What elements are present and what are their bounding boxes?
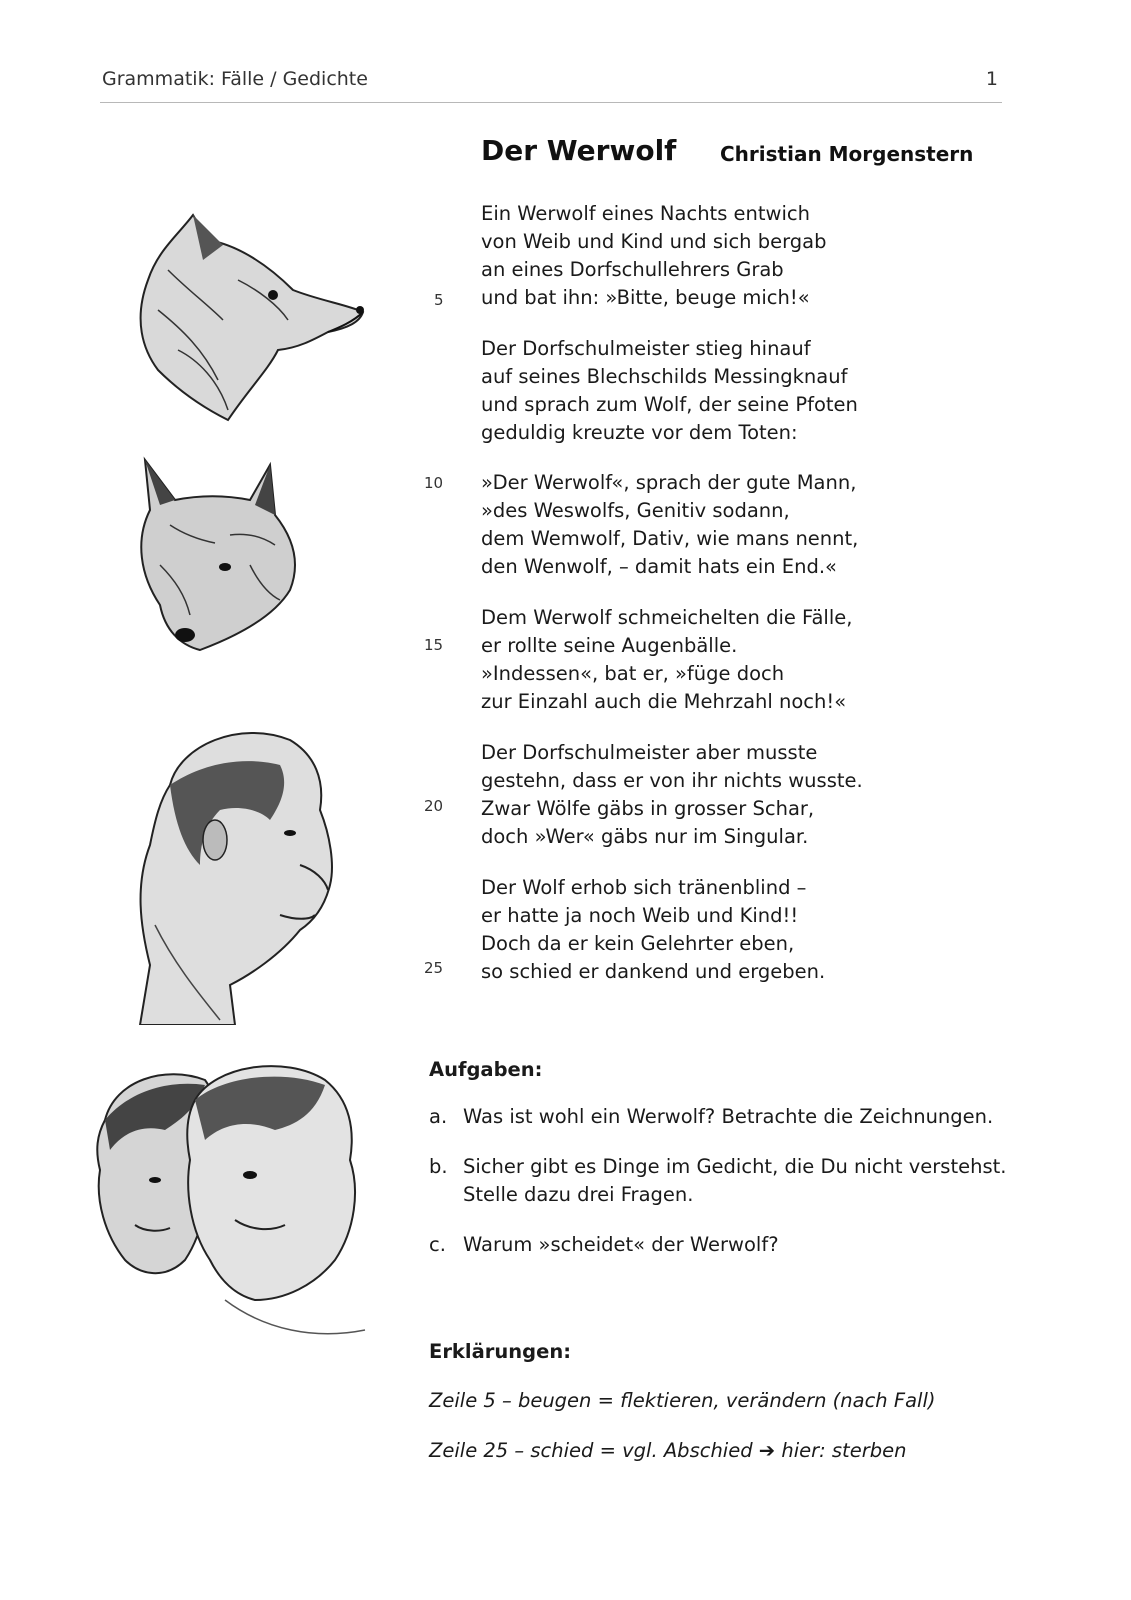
poem-line: von Weib und Kind und sich bergab — [481, 230, 827, 253]
task-letter: b. — [429, 1155, 448, 1178]
task-text: Warum »scheidet« der Werwolf? — [463, 1233, 779, 1256]
explanation-line: Zeile 5 – beugen = flektieren, verändern (nach Fall) — [429, 1389, 936, 1412]
poem-line: Doch da er kein Gelehrter eben, — [481, 932, 795, 955]
poem-line: auf seines Blechschilds Messingknauf — [481, 365, 848, 388]
poem-line: Der Dorfschulmeister aber musste — [481, 741, 818, 764]
stanza — [481, 469, 858, 581]
line-number: 20 — [424, 797, 444, 815]
poem-line: Dem Werwolf schmeichelten die Fälle, — [481, 606, 853, 629]
poem-line: Der Dorfschulmeister stieg hinauf — [481, 337, 811, 360]
page-header — [100, 66, 1002, 103]
task-text: Was ist wohl ein Werwolf? Betrachte die Zeichnungen. — [463, 1105, 994, 1128]
wolf-man-head-icon — [130, 725, 350, 1025]
poem-line: und sprach zum Wolf, der seine Pfoten — [481, 393, 858, 416]
task-text: Stelle dazu drei Fragen. — [463, 1183, 694, 1206]
wolf-head-front-icon — [130, 455, 310, 655]
poem-line: »Indessen«, bat er, »füge doch — [481, 662, 785, 685]
line-number: 5 — [434, 291, 444, 309]
poem-line: er rollte seine Augenbälle. — [481, 634, 738, 657]
task-text: Sicher gibt es Dinge im Gedicht, die Du nicht verstehst. — [463, 1155, 1007, 1178]
poem-line: zur Einzahl auch die Mehrzahl noch!« — [481, 690, 847, 713]
poem-line: »Der Werwolf«, sprach der gute Mann, — [481, 471, 857, 494]
poem-line: Ein Werwolf eines Nachts entwich — [481, 202, 811, 225]
poem-line: Der Wolf erhob sich tränenblind – — [481, 876, 807, 899]
stanza — [481, 874, 825, 986]
explanation-line: Zeile 25 – schied = vgl. Abschied ➔ hier: sterben — [429, 1439, 907, 1462]
poem-line: doch »Wer« gäbs nur im Singular. — [481, 825, 809, 848]
stanza — [481, 200, 827, 312]
poem-line: an eines Dorfschullehrers Grab — [481, 258, 784, 281]
stanza — [481, 604, 852, 716]
poem-line: Zwar Wölfe gäbs in grosser Schar, — [481, 797, 815, 820]
stanza — [481, 739, 863, 851]
wolf-head-profile-icon — [128, 210, 368, 435]
poem-line: so schied er dankend und ergeben. — [481, 960, 826, 983]
poem-title: Der Werwolf — [481, 134, 677, 167]
poem-line: geduldig kreuzte vor dem Toten: — [481, 421, 798, 444]
task-letter: a. — [429, 1105, 448, 1128]
task-letter: c. — [429, 1233, 446, 1256]
poem-line: den Wenwolf, – damit hats ein End.« — [481, 555, 837, 578]
poem-author: Christian Morgenstern — [720, 142, 974, 166]
poem-line: und bat ihn: »Bitte, beuge mich!« — [481, 286, 810, 309]
line-number: 15 — [424, 636, 444, 654]
header-title: Grammatik: Fälle / Gedichte — [102, 68, 368, 90]
page-number: 1 — [985, 68, 998, 90]
poem-line: er hatte ja noch Weib und Kind!! — [481, 904, 799, 927]
poem-line: dem Wemwolf, Dativ, wie mans nennt, — [481, 527, 859, 550]
two-wolf-men-heads-icon — [85, 1060, 385, 1350]
tasks-heading: Aufgaben: — [429, 1058, 543, 1081]
poem-line: »des Weswolfs, Genitiv sodann, — [481, 499, 790, 522]
poem-line: gestehn, dass er von ihr nichts wusste. — [481, 769, 863, 792]
stanza — [481, 335, 858, 447]
explanations-heading: Erklärungen: — [429, 1340, 571, 1363]
line-number: 25 — [424, 959, 444, 977]
line-number: 10 — [424, 474, 444, 492]
